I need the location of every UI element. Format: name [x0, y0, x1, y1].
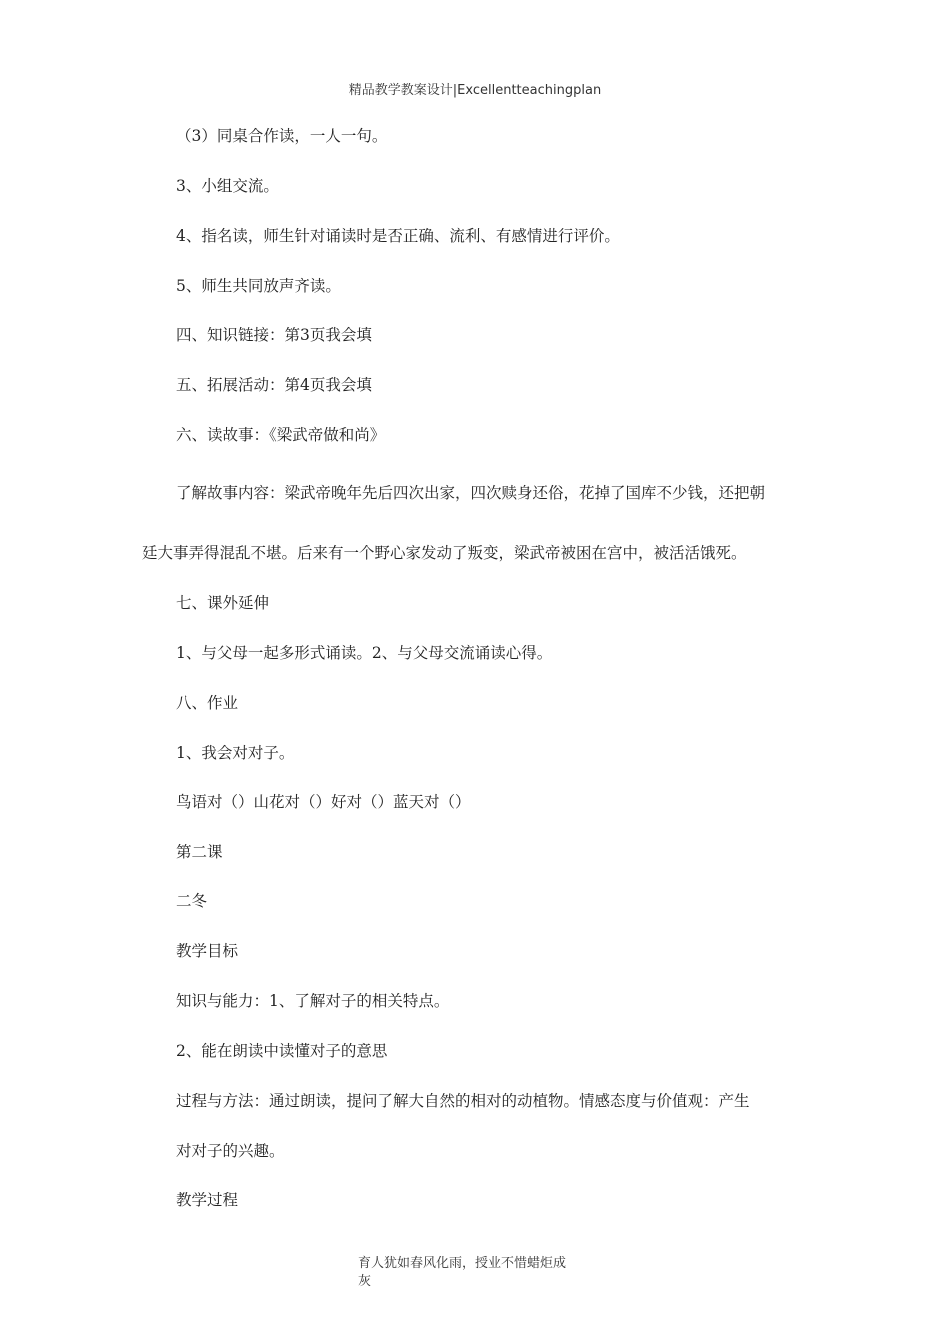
story-paragraph [142, 481, 812, 505]
text-line-10: 八、作业 [176, 694, 239, 712]
page-footer [358, 1255, 598, 1291]
text-line-12: 鸟语对（）山花对（）好对（）蓝天对（） [176, 793, 471, 811]
text-line-18: 过程与方法：通过朗读，提问了解大自然的相对的动植物。情感态度与价值观：产生 [176, 1092, 750, 1110]
text-line-9: 1、与父母一起多形式诵读。2、与父母交流诵读心得。 [176, 644, 553, 662]
page-header: 精品教学教案设计|Excellentteachingplan [348, 83, 602, 98]
story-paragraph-part-1: 了解故事内容：梁武帝晚年先后四次出家，四次赎身还俗，花掉了国库不少钱，还把朝 [176, 484, 766, 502]
text-line-7: 六、读故事：《梁武帝做和尚》 [176, 426, 386, 444]
text-line-13: 第二课 [176, 843, 223, 861]
text-line-14: 二冬 [176, 892, 208, 910]
text-line-8: 七、课外延伸 [176, 594, 270, 612]
text-line-2: 3、小组交流。 [176, 177, 279, 195]
text-line-17: 2、能在朗读中读懂对子的意思 [176, 1042, 388, 1060]
text-line-16: 知识与能力：1、了解对子的相关特点。 [176, 992, 450, 1010]
text-line-4: 5、师生共同放声齐读。 [176, 277, 341, 295]
text-line-3: 4、指名读，师生针对诵读时是否正确、流利、有感情进行评价。 [176, 227, 620, 245]
text-line-19: 对对子的兴趣。 [176, 1142, 285, 1160]
text-line-15: 教学目标 [176, 942, 239, 960]
story-paragraph-part-2: 廷大事弄得混乱不堪。后来有一个野心家发动了叛变，梁武帝被困在宫中，被活活饿死。 [142, 544, 747, 562]
text-line-6: 五、拓展活动：第4页我会填 [176, 376, 372, 394]
text-line-20: 教学过程 [176, 1191, 239, 1209]
footer-line-2: 灰 [358, 1274, 372, 1289]
text-line-11: 1、我会对对子。 [176, 744, 295, 762]
footer-line-1: 育人犹如春风化雨，授业不惜蜡炬成 [358, 1256, 567, 1271]
text-line-1: （3）同桌合作读，一人一句。 [176, 127, 388, 145]
text-line-5: 四、知识链接：第3页我会填 [176, 326, 372, 344]
